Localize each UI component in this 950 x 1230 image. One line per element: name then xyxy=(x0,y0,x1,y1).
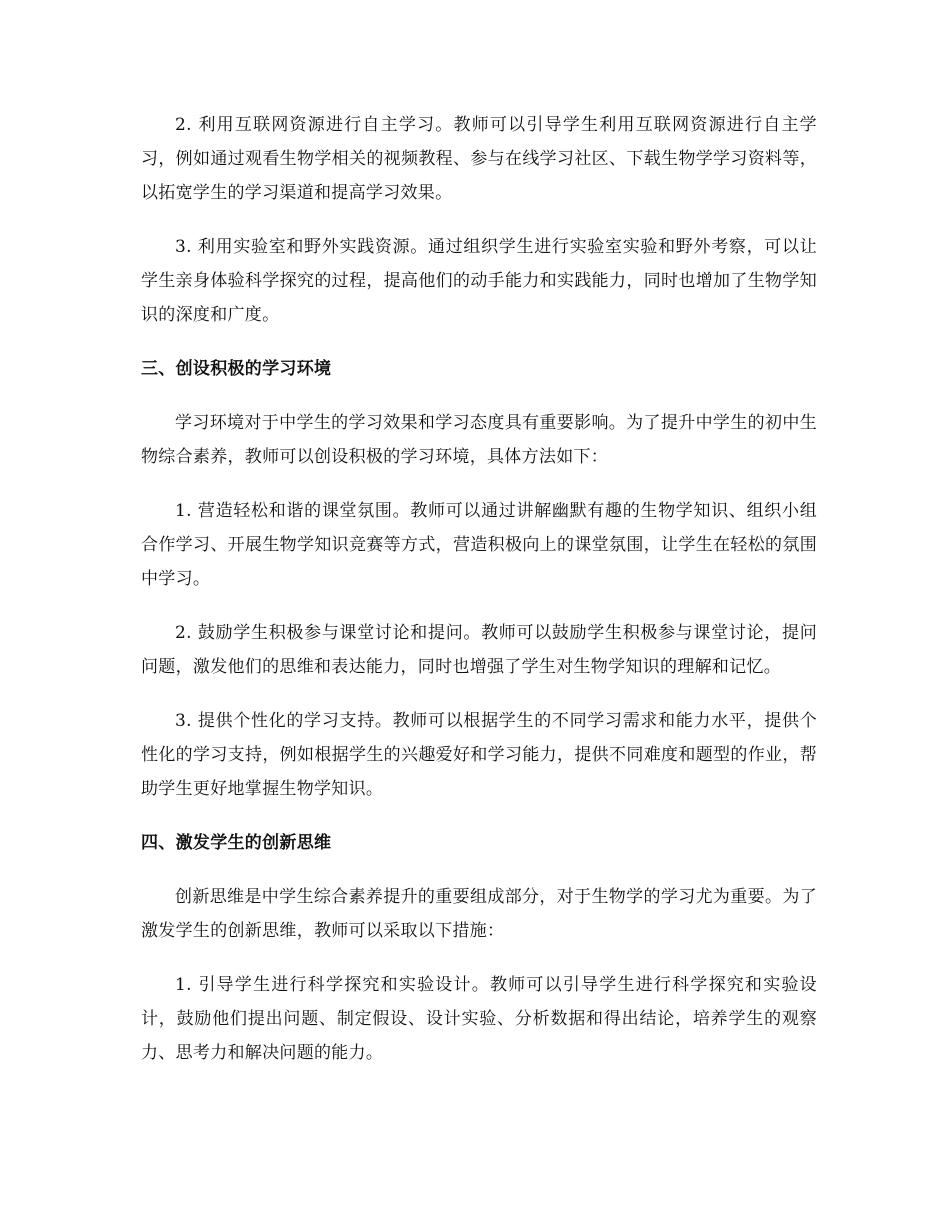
paragraph-lab-field-resources: 3. 利用实验室和野外实践资源。通过组织学生进行实验室实验和野外考察，可以让学生亲身体验科学探究的过程，提高他们的动手能力和实践能力，同时也增加了生物学知识的深度和广度。 xyxy=(141,237,817,325)
section4-item-1: 1. 引导学生进行科学探究和实验设计。教师可以引导学生进行科学探究和实验设计，鼓励他们提出问题、制定假设、设计实验、分析数据和得出结论，培养学生的观察力、思考力和解决问题的能力。 xyxy=(141,975,817,1063)
section-heading-innovative-thinking: 四、激发学生的创新思维 xyxy=(141,833,332,853)
section4-intro: 创新思维是中学生综合素养提升的重要组成部分，对于生物学的学习尤为重要。为了激发学生的创新思维，教师可以采取以下措施： xyxy=(141,887,817,941)
section-heading-learning-environment: 三、创设积极的学习环境 xyxy=(141,359,332,379)
document-body xyxy=(141,108,817,1090)
section3-intro: 学习环境对于中学生的学习效果和学习态度具有重要影响。为了提升中学生的初中生物综合素养，教师可以创设积极的学习环境，具体方法如下： xyxy=(141,413,817,467)
section3-item-2: 2. 鼓励学生积极参与课堂讨论和提问。教师可以鼓励学生积极参与课堂讨论，提问问题，激发他们的思维和表达能力，同时也增强了学生对生物学知识的理解和记忆。 xyxy=(141,623,817,677)
section3-item-1: 1. 营造轻松和谐的课堂氛围。教师可以通过讲解幽默有趣的生物学知识、组织小组合作学习、开展生物学知识竞赛等方式，营造积极向上的课堂氛围，让学生在轻松的氛围中学习。 xyxy=(141,501,817,589)
section3-item-3: 3. 提供个性化的学习支持。教师可以根据学生的不同学习需求和能力水平，提供个性化的学习支持，例如根据学生的兴趣爱好和学习能力，提供不同难度和题型的作业，帮助学生更好地掌握生物学知识。 xyxy=(141,711,817,799)
paragraph-internet-resources: 2. 利用互联网资源进行自主学习。教师可以引导学生利用互联网资源进行自主学习，例如通过观看生物学相关的视频教程、参与在线学习社区、下载生物学学习资料等，以拓宽学生的学习渠道和提高学习效果。 xyxy=(141,115,817,203)
